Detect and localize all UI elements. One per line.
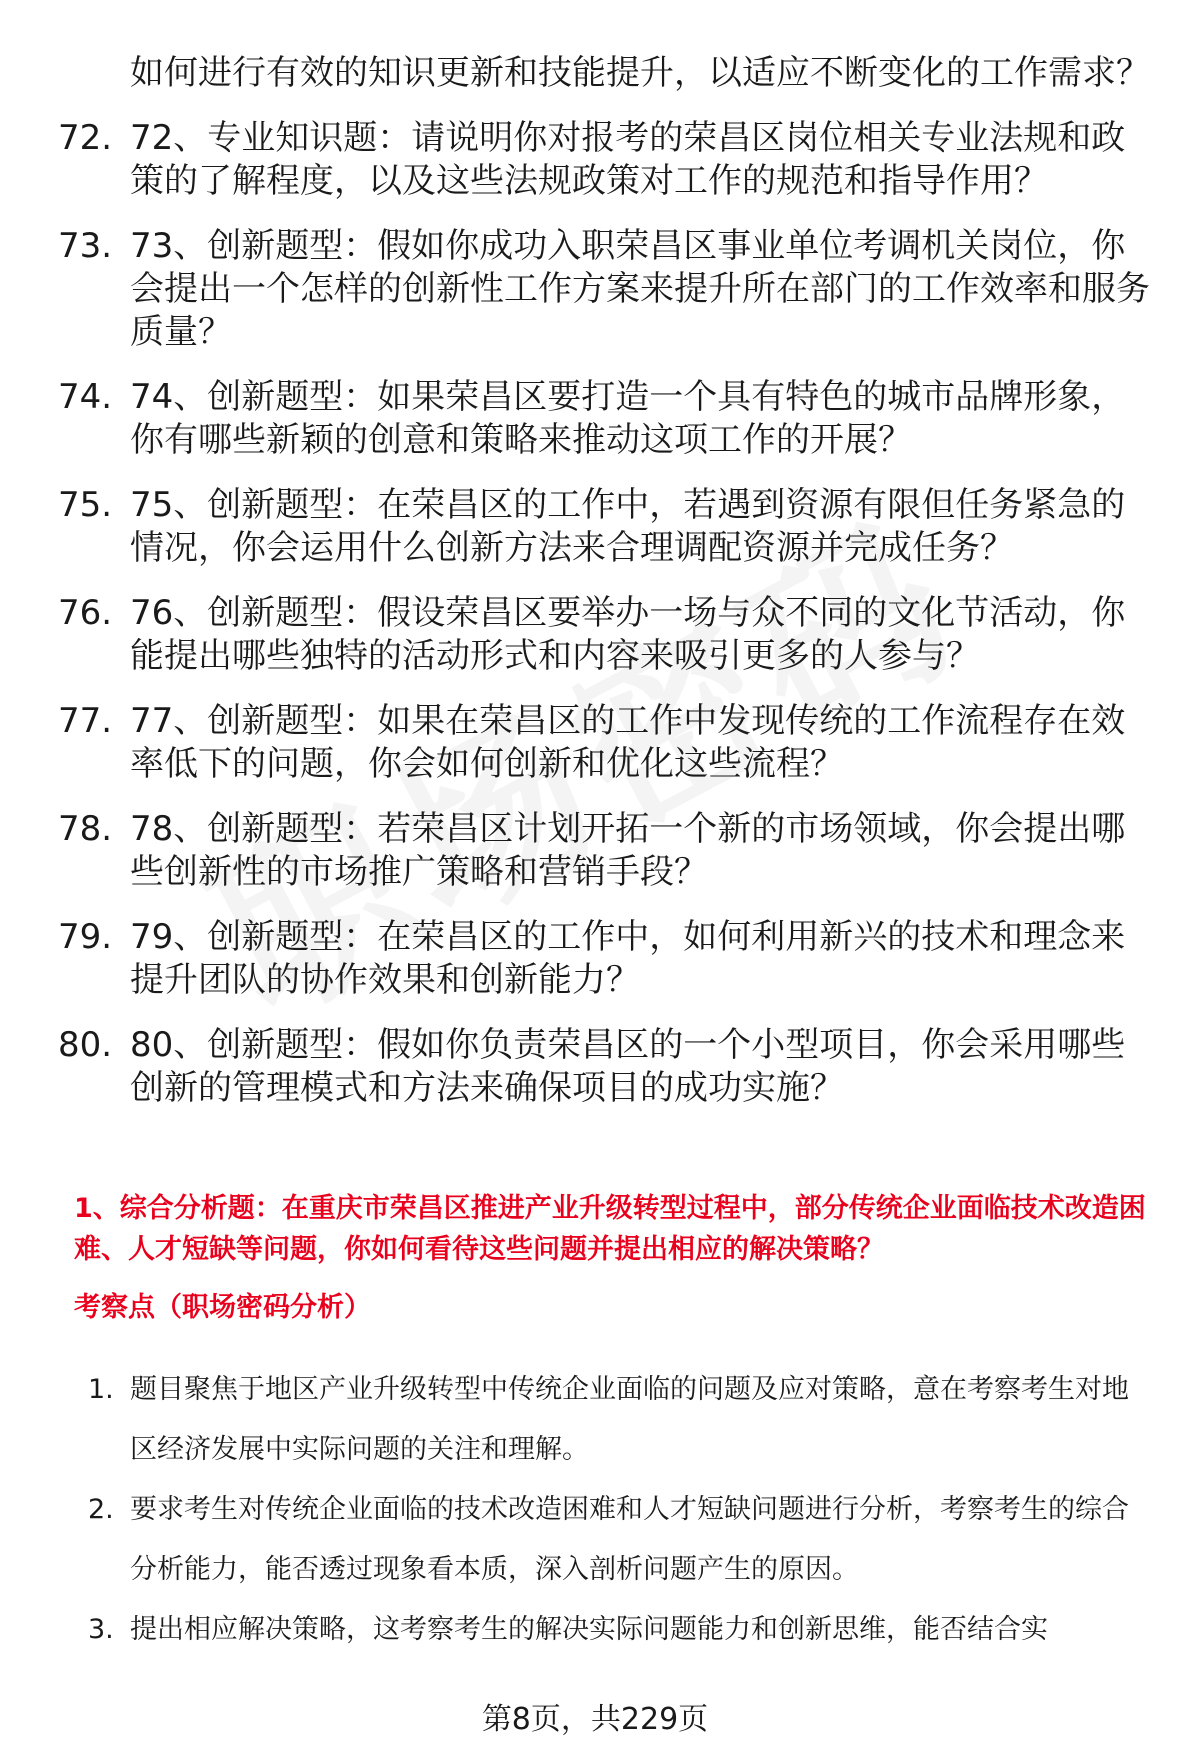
item-number: 78. [58,809,113,849]
item-number: 73. [58,226,113,266]
list-item [0,484,1190,570]
focus-points-list [0,1360,1190,1660]
analysis-question: 1、综合分析题：在重庆市荣昌区推进产业升级转型过程中，部分传统企业面临技术改造困难、人才短缺等问题，你如何看待这些问题并提出相应的解决策略？ [74,1193,1146,1265]
item-number: 76. [58,593,113,633]
item-text: 80、创新题型：假如你负责荣昌区的一个小型项目，你会采用哪些创新的管理模式和方法来确保项目的成功实施？ [130,1025,1126,1108]
page-number: 第8页，共229页 [481,1702,709,1737]
list-item [0,916,1190,1002]
item-number: 2. [88,1494,114,1525]
item-number: 3. [88,1614,114,1645]
item-number: 74. [58,377,113,417]
item-number: 1. [88,1374,114,1405]
list-item [0,700,1190,786]
item-text: 提出相应解决策略，这考察考生的解决实际问题能力和创新思维，能否结合实 [130,1614,1048,1645]
item-number: 72. [58,118,113,158]
item-number: 80. [58,1025,113,1065]
list-item [0,808,1190,894]
list-item [0,1600,1190,1660]
item-text: 75、创新题型：在荣昌区的工作中，若遇到资源有限但任务紧急的情况，你会运用什么创新方法来合理调配资源并完成任务？ [130,485,1126,568]
item-text: 题目聚焦于地区产业升级转型中传统企业面临的问题及应对策略，意在考察考生对地区经济发展中实际问题的关注和理解。 [130,1374,1129,1465]
item-text: 79、创新题型：在荣昌区的工作中，如何利用新兴的技术和理念来提升团队的协作效果和创新能力？ [130,917,1126,1000]
list-item [0,592,1190,678]
list-item [0,117,1190,203]
question-list [0,52,1190,1132]
item-text: 77、创新题型：如果在荣昌区的工作中发现传统的工作流程存在效率低下的问题，你会如何创新和优化这些流程？ [130,701,1126,784]
item-text: 78、创新题型：若荣昌区计划开拓一个新的市场领域，你会提出哪些创新性的市场推广策略和营销手段？ [130,809,1126,892]
list-item [0,1360,1190,1480]
item-text: 73、创新题型：假如你成功入职荣昌区事业单位考调机关岗位，你会提出一个怎样的创新性工作方案来提升所在部门的工作效率和服务质量？ [130,226,1150,352]
list-item [0,376,1190,462]
list-item [0,1480,1190,1600]
continued-question-text: 如何进行有效的知识更新和技能提升，以适应不断变化的工作需求？ [130,53,1150,93]
item-text: 72、专业知识题：请说明你对报考的荣昌区岗位相关专业法规和政策的了解程度，以及这些法规政策对工作的规范和指导作用？ [130,118,1126,201]
list-item [0,225,1190,354]
item-text: 要求考生对传统企业面临的技术改造困难和人才短缺问题进行分析，考察考生的综合分析能力，能否透过现象看本质，深入剖析问题产生的原因。 [130,1494,1129,1585]
item-number: 79. [58,917,113,957]
item-number: 77. [58,701,113,741]
focus-points-heading: 考察点（职场密码分析） [74,1292,371,1323]
item-number: 75. [58,485,113,525]
item-text: 74、创新题型：如果荣昌区要打造一个具有特色的城市品牌形象，你有哪些新颖的创意和策略来推动这项工作的开展？ [130,377,1126,460]
item-text: 76、创新题型：假设荣昌区要举办一场与众不同的文化节活动，你能提出哪些独特的活动形式和内容来吸引更多的人参与？ [130,593,1126,676]
list-item [0,1024,1190,1110]
